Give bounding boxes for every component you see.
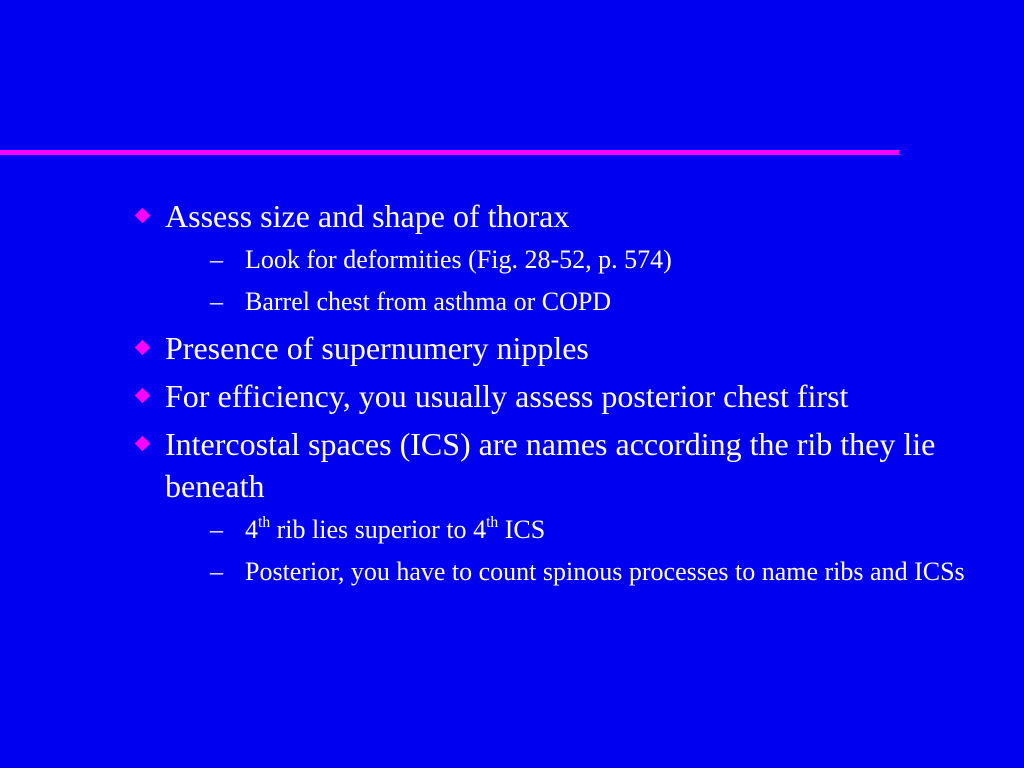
- diamond-bullet-icon: [135, 388, 151, 404]
- dash-bullet-icon: –: [210, 287, 223, 316]
- bullet-text: Intercostal spaces (ICS) are names according the rib they lie beneath: [165, 426, 936, 504]
- sub-bullet-text: Look for deformities (Fig. 28-52, p. 574): [245, 245, 672, 274]
- sub-bullet-item: [200, 243, 990, 276]
- sub-bullet-list: [165, 243, 990, 318]
- text-fragment: rib lies superior to: [270, 515, 474, 544]
- sub-bullet-text: Barrel chest from asthma or COPD: [245, 287, 612, 316]
- dash-bullet-icon: –: [210, 245, 223, 274]
- bullet-list: [130, 195, 990, 597]
- bullet-item: [130, 327, 990, 369]
- ordinal-number: 4: [473, 515, 487, 544]
- dash-bullet-icon: –: [210, 557, 223, 586]
- sub-bullet-text: Posterior, you have to count spinous processes to name ribs and ICSs: [245, 557, 965, 586]
- bullet-text: Assess size and shape of thorax: [165, 198, 570, 234]
- dash-bullet-icon: –: [210, 515, 223, 544]
- title-underline-rule: [0, 150, 899, 155]
- ordinal-suffix: th: [258, 514, 271, 531]
- sub-bullet-item: [200, 513, 990, 546]
- sub-bullet-list: [165, 513, 990, 588]
- bullet-item: [130, 375, 990, 417]
- diamond-bullet-icon: [135, 208, 151, 224]
- bullet-text: For efficiency, you usually assess posterior chest first: [165, 378, 849, 414]
- diamond-bullet-icon: [135, 436, 151, 452]
- sub-bullet-item: [200, 285, 990, 318]
- text-fragment: ICS: [498, 515, 546, 544]
- bullet-item: [130, 195, 990, 318]
- ordinal-suffix: th: [486, 514, 499, 531]
- sub-bullet-item: [200, 555, 990, 588]
- sub-bullet-text: [245, 515, 545, 544]
- diamond-bullet-icon: [135, 340, 151, 356]
- bullet-item: [130, 423, 990, 588]
- ordinal-number: 4: [245, 515, 258, 544]
- bullet-text: Presence of supernumery nipples: [165, 330, 589, 366]
